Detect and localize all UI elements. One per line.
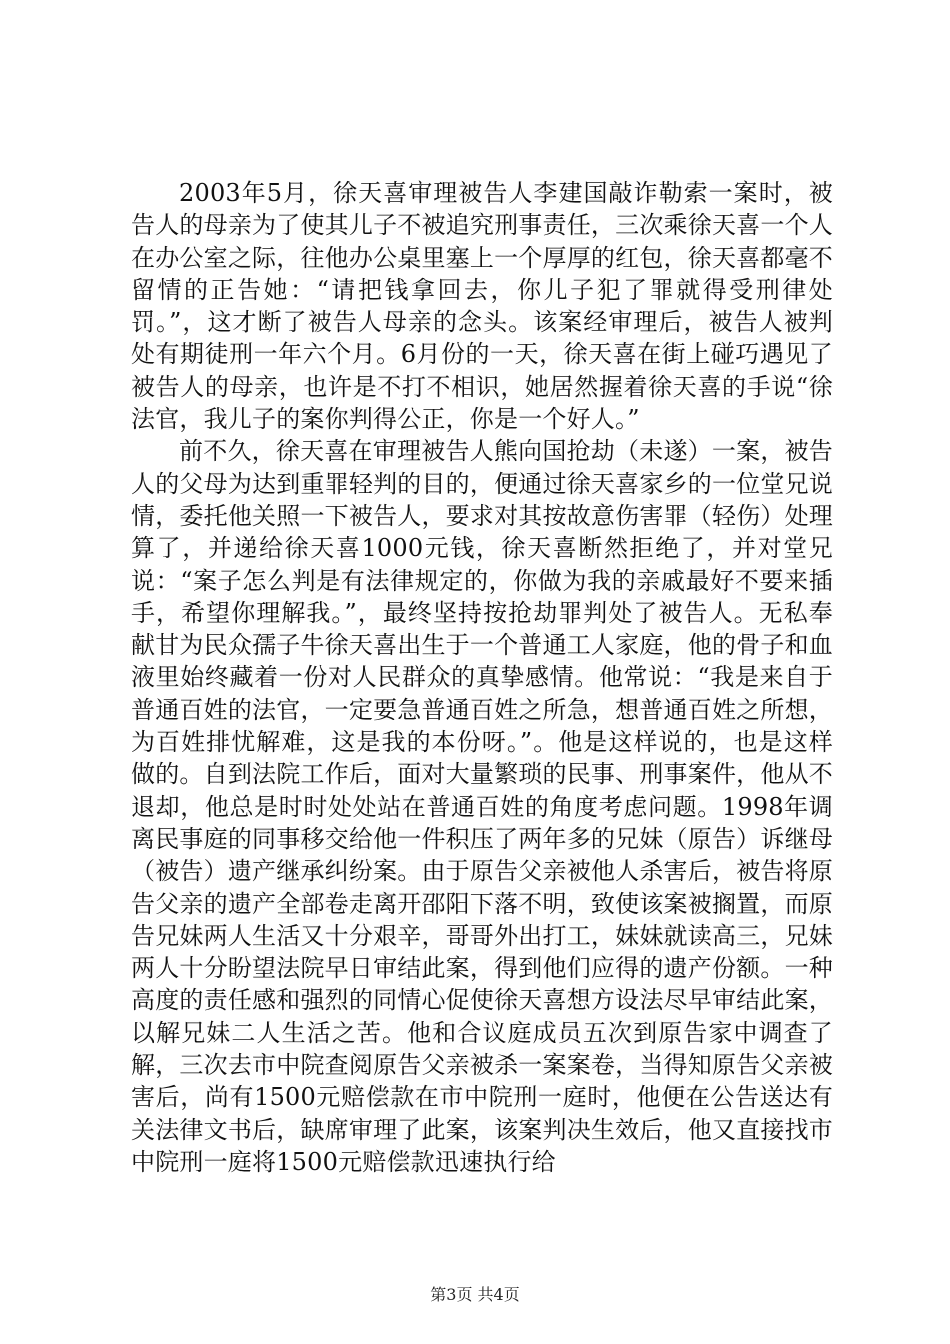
paragraph-1: 2003年5月，徐天喜审理被告人李建国敲诈勒索一案时，被告人的母亲为了使其儿子不被追究刑事责任，三次乘徐天喜一个人在办公室之际，往他办公桌里塞上一个厚厚的红包，徐天喜都毫不留情的正告她：“请把钱拿回去，你儿子犯了罪就得受刑律处罚。”，这才断了被告人母亲的念头。该案经审理后，被告人被判处有期徒刑一年六个月。6月份的一天，徐天喜在街上碰巧遇见了被告人的母亲，也许是不打不相识，她居然握着徐天喜的手说“徐法官，我儿子的案你判得公正，你是一个好人。” — [131, 179, 833, 434]
document-body — [131, 177, 833, 1178]
paragraph-2: 前不久，徐天喜在审理被告人熊向国抢劫（未遂）一案，被告人的父母为达到重罪轻判的目的，便通过徐天喜家乡的一位堂兄说情，委托他关照一下被告人，要求对其按故意伤害罪（轻伤）处理算了，并递给徐天喜1000元钱，徐天喜断然拒绝了，并对堂兄说：“案子怎么判是有法律规定的，你做为我的亲戚最好不要来插手，希望你理解我。”，最终坚持按抢劫罪判处了被告人。无私奉献甘为民众孺子牛徐天喜出生于一个普通工人家庭，他的骨子和血液里始终藏着一份对人民群众的真挚感情。他常说：“我是来自于普通百姓的法官，一定要急普通百姓之所急，想普通百姓之所想，为百姓排忧解难，这是我的本份呀。”。他是这样说的，也是这样做的。自到法院工作后，面对大量繁琐的民事、刑事案件，他从不退却，他总是时时处处站在普通百姓的角度考虑问题。1998年调离民事庭的同事移交给他一件积压了两年多的兄妹（原告）诉继母（被告）遗产继承纠纷案。由于原告父亲被他人杀害后，被告将原告父亲的遗产全部卷走离开邵阳下落不明，致使该案被搁置，而原告兄妹两人生活又十分艰辛，哥哥外出打工，妹妹就读高三，兄妹两人十分盼望法院早日审结此案，得到他们应得的遗产份额。一种高度的责任感和强烈的同情心促使徐天喜想方设法尽早审结此案，以解兄妹二人生活之苦。他和合议庭成员五次到原告家中调查了解，三次去市中院查阅原告父亲被杀一案案卷，当得知原告父亲被害后，尚有1500元赔偿款在市中院刑一庭时，他便在公告送达有关法律文书后，缺席审理了此案，该案判决生效后，他又直接找市中院刑一庭将1500元赔偿款迅速执行给 — [131, 437, 833, 1176]
page-footer: 第3页 共4页 — [430, 1285, 520, 1304]
